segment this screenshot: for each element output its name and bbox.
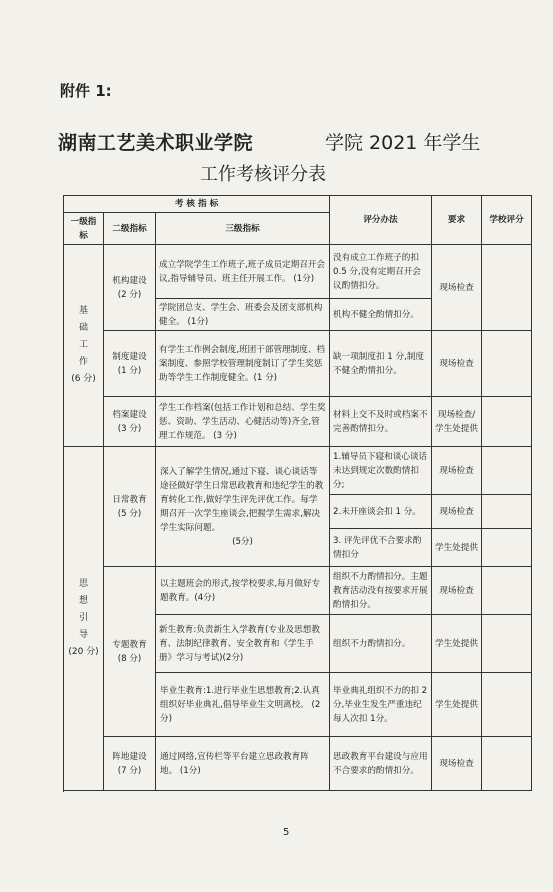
level2-system-building xyxy=(104,331,156,397)
method-cell: 2.未开座谈会扣 1 分。 xyxy=(330,495,432,529)
level1-char: 想 xyxy=(78,596,88,606)
method-cell: 毕业典礼组织不力的扣 2 分,毕业生发生严重违纪每人次扣 1分。 xyxy=(330,673,432,737)
level3-cell: 新生教育:负责新生入学教育(专业及思想教育、法制纪律教育、安全教育和《学生手册》学习与考试)(2分) xyxy=(156,615,330,673)
method-cell: 没有成立工作班子的扣 0.5 分,没有定期召开会议酌情扣分。 xyxy=(330,245,432,299)
method-cell: 思政教育平台建设与应用不合要求的酌情扣分。 xyxy=(330,737,432,791)
level1-ideological-guidance xyxy=(64,447,104,791)
school-score-cell xyxy=(482,567,532,615)
doc-title-form: 工作考核评分表 xyxy=(200,164,326,185)
requirement-cell: 现场检查 xyxy=(432,447,482,495)
level2-points: (7 分) xyxy=(117,765,142,776)
level2-points: (2 分) xyxy=(117,289,142,300)
level1-char: 基 xyxy=(78,306,88,316)
level2-points: (5 分) xyxy=(117,508,142,519)
school-score-cell xyxy=(482,495,532,529)
level1-char: 引 xyxy=(78,613,88,623)
method-cell: 1.辅导员下寝和谈心谈话未达到规定次数酌情扣分; xyxy=(330,447,432,495)
header-level2: 二级指标 xyxy=(104,213,156,245)
level2-archive-building xyxy=(104,397,156,447)
level2-points: (1 分) xyxy=(117,365,142,376)
header-school-score: 学校评分 xyxy=(482,196,532,245)
attachment-label: 附件 1: xyxy=(60,82,112,100)
method-cell: 材料上交不及时或档案不完善酌情扣分。 xyxy=(330,397,432,447)
doc-title-year: 学院 2021 年学生 xyxy=(325,132,481,154)
level3-cell: 通过网络,宣传栏等平台建立思政教育阵地。 (1分) xyxy=(156,737,330,791)
school-score-cell xyxy=(482,331,532,397)
school-score-cell xyxy=(482,245,532,331)
level2-label: 阵地建设 xyxy=(112,751,147,762)
level3-cell: 成立学院学生工作班子,班子成员定期召开会议,指导辅导员、班主任开展工作。 (1分) xyxy=(156,245,330,299)
school-score-cell xyxy=(482,673,532,737)
school-score-cell xyxy=(482,737,532,791)
requirement-cell: 现场检查 xyxy=(432,567,482,615)
level3-cell: 毕业生教育:1.进行毕业生思想教育;2.认真组织好毕业典礼,倡导毕业生文明离校。 (2分) xyxy=(156,673,330,737)
level2-label: 日常教育 xyxy=(112,494,147,505)
school-score-cell xyxy=(482,397,532,447)
requirement-cell: 现场检查/学生处提供 xyxy=(432,397,482,447)
level1-char: 工 xyxy=(78,340,88,350)
school-score-cell xyxy=(482,529,532,567)
level1-char: 思 xyxy=(78,579,88,589)
level1-char: 导 xyxy=(78,630,88,640)
header-requirement: 要求 xyxy=(432,196,482,245)
level3-cell xyxy=(156,447,330,567)
level2-label: 档案建设 xyxy=(112,409,147,420)
level2-platform-building xyxy=(104,737,156,791)
assessment-table xyxy=(63,195,532,791)
header-level3: 三级指标 xyxy=(156,213,330,245)
requirement-cell: 现场检查 xyxy=(432,245,482,331)
page-number: 5 xyxy=(283,827,290,838)
requirement-cell: 现场检查 xyxy=(432,495,482,529)
requirement-cell: 现场检查 xyxy=(432,737,482,791)
header-indicators: 考 核 指 标 xyxy=(64,196,330,213)
level3-cell: 学生工作档案(包括工作计划和总结、学生奖惩、资助、学生活动、心健活动等)齐全,管理工作规范。 (3 分) xyxy=(156,397,330,447)
school-score-cell xyxy=(482,447,532,495)
level3-points: (5分) xyxy=(232,536,253,547)
requirement-cell: 学生处提供 xyxy=(432,529,482,567)
level2-points: (3 分) xyxy=(117,423,142,434)
level2-topic-education xyxy=(104,567,156,737)
level3-text: 深入了解学生情况,通过下寝、谈心谈话等途径做好学生日常思政教育和违纪学生的教育转化工作,做好学生评先评优工作。每学期召开一次学生座谈会,把握学生需求,解决学生实际问题。 xyxy=(160,466,324,533)
doc-title-school: 湖南工艺美术职业学院 xyxy=(58,132,254,154)
level2-label: 制度建设 xyxy=(112,351,147,362)
requirement-cell: 学生处提供 xyxy=(432,673,482,737)
level2-org-building xyxy=(104,245,156,331)
level2-daily-education xyxy=(104,447,156,567)
school-score-cell xyxy=(482,615,532,673)
header-method: 评分办法 xyxy=(330,196,432,245)
level3-cell: 有学生工作例会制度,班团干部管理制度、档案制度、参照学校管理制度制订了学生奖惩助等学生工作制度健全。(1 分) xyxy=(156,331,330,397)
level1-char: 础 xyxy=(78,323,88,333)
method-cell: 组织不力酌情扣分。主题教育活动没有按要求开展酌情扣分。 xyxy=(330,567,432,615)
level1-basic-work xyxy=(64,245,104,447)
method-cell: 组织不力酌情扣分。 xyxy=(330,615,432,673)
header-level1: 一级指标 xyxy=(64,213,104,245)
level2-label: 专题教育 xyxy=(112,639,147,650)
level1-points: (20 分) xyxy=(68,647,99,657)
method-cell: 3. 评先评优不合要求酌情扣分 xyxy=(330,529,432,567)
level1-points: (6 分) xyxy=(71,374,96,384)
level3-cell: 学院团总支、学生会、班委会及团支部机构健全。 (1分) xyxy=(156,299,330,331)
method-cell: 机构不健全酌情扣分。 xyxy=(330,299,432,331)
method-cell: 缺一项制度扣 1 分,制度不健全酌情扣分。 xyxy=(330,331,432,397)
level2-label: 机构建设 xyxy=(112,275,147,286)
level3-cell: 以主题班会的形式,按学校要求,每月做好专题教育。(4分) xyxy=(156,567,330,615)
level1-char: 作 xyxy=(78,357,88,367)
requirement-cell: 学生处提供 xyxy=(432,615,482,673)
requirement-cell: 现场检查 xyxy=(432,331,482,397)
level2-points: (8 分) xyxy=(117,653,142,664)
